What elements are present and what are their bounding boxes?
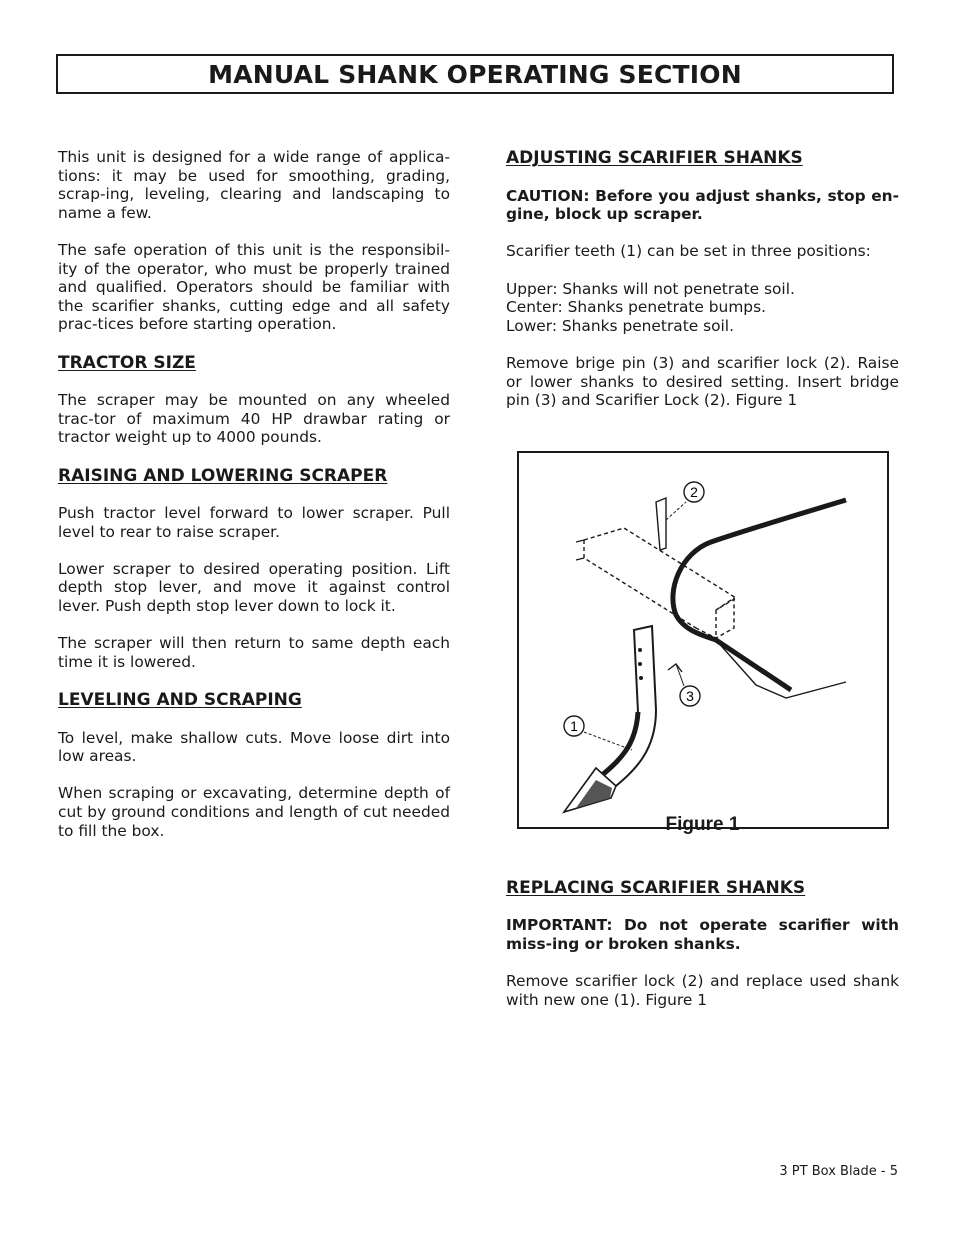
callout-1: 1 bbox=[570, 717, 578, 734]
title-box bbox=[56, 54, 894, 94]
remove-text: Remove brige pin (3) and scarifier lock (2). Raise or lower shanks to desired setting. Insert bridge pin (3) and Scarifier Lock (2). Figure 1 bbox=[506, 353, 899, 410]
replacing-heading: REPLACING SCARIFIER SHANKS bbox=[506, 877, 806, 898]
raising-heading: RAISING AND LOWERING SCRAPER bbox=[58, 465, 388, 486]
bridge-pin bbox=[668, 664, 682, 672]
positions-intro: Scarifier teeth (1) can be set in three positions: bbox=[506, 242, 871, 261]
position-upper: Upper: Shanks will not penetrate soil. bbox=[506, 279, 795, 298]
position-center: Center: Shanks penetrate bumps. bbox=[506, 298, 766, 317]
blade-curve bbox=[673, 500, 846, 690]
adjusting-heading: ADJUSTING SCARIFIER SHANKS bbox=[506, 148, 803, 168]
figure-caption: Figure 1 bbox=[665, 813, 740, 835]
right-column bbox=[506, 148, 899, 1028]
tractor-size-text: The scraper may be mounted on any wheeled trac-tor of maximum 40 HP drawbar rating or tractor weight up to 4000 pounds. bbox=[58, 391, 450, 447]
page-title: MANUAL SHANK OPERATING SECTION bbox=[208, 59, 742, 89]
callout-3: 3 bbox=[686, 687, 694, 704]
page-footer: 3 PT Box Blade - 5 bbox=[779, 1164, 898, 1179]
leveling-text-1: To level, make shallow cuts. Move loose dirt into low areas. bbox=[58, 728, 450, 766]
raising-text-1: Push tractor level forward to lower scraper. Pull level to rear to raise scraper. bbox=[58, 504, 450, 541]
important-text: IMPORTANT: Do not operate scarifier with miss-ing or broken shanks. bbox=[506, 916, 899, 953]
position-lower: Lower: Shanks penetrate soil. bbox=[506, 316, 734, 335]
positions-list bbox=[506, 280, 899, 336]
scarifier-diagram bbox=[516, 450, 890, 832]
caution-text: CAUTION: Before you adjust shanks, stop en-gine, block up scraper. bbox=[506, 186, 899, 224]
leveling-heading: LEVELING AND SCRAPING bbox=[58, 690, 302, 711]
raising-text-3: The scraper will then return to same depth each time it is lowered. bbox=[58, 634, 450, 671]
left-column bbox=[58, 148, 450, 859]
callout-2: 2 bbox=[690, 483, 698, 500]
replace-text: Remove scarifier lock (2) and replace used shank with new one (1). Figure 1 bbox=[506, 972, 899, 1009]
shank bbox=[596, 626, 656, 790]
leader-2 bbox=[666, 502, 686, 520]
leader-1 bbox=[584, 732, 632, 750]
leader-3 bbox=[676, 664, 684, 686]
intro-paragraph-2: The safe operation of this unit is the responsibil-ity of the operator, who must be properly trained and qualified. Operators should be familiar with the scarifier shanks, cutting edge and all safety prac-tices before starting operation. bbox=[58, 240, 450, 334]
leveling-text-2: When scraping or excavating, determine depth of cut by ground conditions and length of cut needed to fill the box. bbox=[58, 784, 450, 840]
intro-paragraph-1: This unit is designed for a wide range of applica-tions: it may be used for smoothing, grading, scrap-ing, leveling, clearing and landscaping to name a few. bbox=[58, 148, 450, 222]
scarifier-lock bbox=[656, 498, 666, 550]
beam-outline bbox=[576, 528, 736, 638]
figure-1 bbox=[506, 430, 899, 860]
blade-edge bbox=[716, 640, 846, 698]
raising-text-2: Lower scraper to desired operating position. Lift depth stop lever, and move it against control lever. Push depth stop lever down to lock it. bbox=[58, 559, 450, 616]
tractor-size-heading: TRACTOR SIZE bbox=[58, 352, 196, 373]
figure-frame bbox=[518, 452, 888, 828]
